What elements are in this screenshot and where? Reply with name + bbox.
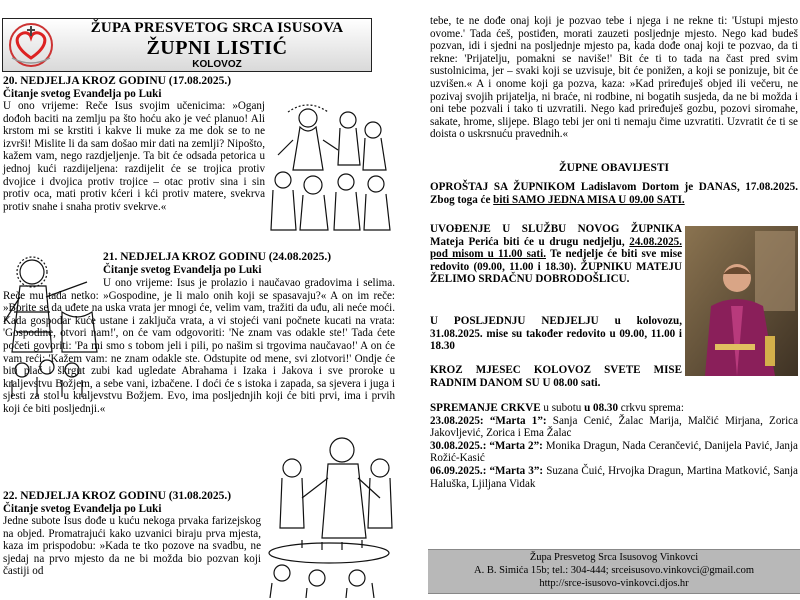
- jesus-disciples-illustration: [268, 100, 393, 232]
- cleaning-group-2-label: 30.08.2025.: “Marta 2”:: [430, 439, 543, 452]
- cleaning-group-2-names: Monika Dragun, Nada Cerančević, Danijela Pavić, Janja Rožić-Kasić: [430, 439, 798, 465]
- notice-farewell-text: OPROŠTAJ SA ŽUPNIKOM Ladislavom Dortom je DANAS, 17.08.2025. Zbog toga će: [430, 181, 798, 206]
- parish-name: ŽUPA PRESVETOG SRCA ISUSOVA: [90, 20, 344, 36]
- cleaning-group-3-label: 06.09.2025.: “Marta 3”:: [430, 464, 544, 477]
- notice-new-pastor-text: UVOĐENJE U SLUŽBU NOVOG ŽUPNIKA Mateja Perića biti će u drugu nedjelju,: [430, 223, 682, 248]
- notice-weekday-mass-text: KROZ MJESEC KOLOVOZ SVETE MISE RADNIM DANOM SU U 08.00 sati.: [430, 364, 682, 389]
- cleaning-group-2: [430, 440, 798, 465]
- cleaning-label: SPREMANJE CRKVE: [430, 402, 541, 414]
- cleaning-intro: crkvu sprema:: [618, 402, 684, 414]
- sacred-heart-logo-icon: [6, 22, 56, 68]
- notice-last-sunday: [430, 315, 682, 353]
- notice-new-pastor-date: 24.08.2025. pod misom u 11.00 sati.: [430, 235, 682, 261]
- footer-contact-line: A. B. Simića 15b; tel.: 304-444; srceisusovo.vinkovci@gmail.com: [473, 565, 754, 576]
- notice-new-pastor: [430, 223, 682, 286]
- sunday-21-section: [103, 251, 395, 276]
- notices-title: ŽUPNE OBAVIJESTI: [558, 162, 670, 174]
- sunday-21-text: U ono vrijeme: Isus je prolazio i naučavao gradovima i selima. Reče mu tada netko: »Gospodine, je li malo onih koji se spasavaju?« A on im reče: »Borite se da uđete na uska vrata jer mnogi će, velim vam, tražiti da uđu, ali neće moći. Kada gospodar kuće ustane i zaključa vrata, a vi stojeći vani počnete kucati na vrata: 'Gospodine, otvori nam!', on će vam odgovoriti: 'Ne znam vas odakle ste!' Tada ćete početi govoriti: 'Pa mi smo s tobom jeli i pili, po našim si trgovima naučavao!' A on će vam reći: 'Kažem vam: ne znam odakle ste. Odstupite od mene, svi zlotvori!' Ondje će biti plač i škrgut zubi kad ugledate Abrahama i Izaka i Jakova i sve proroke u kraljevstvu Božjem, a sebe vani, izbačene. I doći će s istoka i zapada, sa sjevera i juga i sjesti za stol u kraljevstvu Božjem. Evo, ima posljednjih koji će biti prvi, ima i prvih koji će biti posljednji.«: [3, 277, 395, 415]
- notice-last-sunday-text: U POSLJEDNJU NEDJELJU u kolovozu, 31.08.2025. mise su također redovito u 09.00, 11.00 i 18.30: [430, 315, 682, 353]
- sunday-22-heading: 22. NEDJELJA KROZ GODINU (31.08.2025.): [3, 490, 232, 502]
- contact-footer: [428, 549, 800, 594]
- right-column: [402, 0, 800, 600]
- sunday-21-heading: 21. NEDJELJA KROZ GODINU (24.08.2025.): [103, 251, 332, 263]
- banquet-illustration: [262, 428, 396, 598]
- cleaning-time: u 08.30: [584, 402, 619, 414]
- sunday-22-text: Jedne subote Isus dođe u kuću nekoga prvaka farizejskog na objed. Promatrajući kako uzvanici biraju prva mjesta, kaza im prispodobu: »Kada te tko pozove na svadbu, ne sjedaj na prvo mjesto da ne bi možda bio pozvan koji častiji od: [3, 515, 261, 578]
- sunday-22-subheading: Čitanje svetog Evanđelja po Luki: [3, 502, 162, 515]
- gospel-continuation-text: tebe, te ne dođe onaj koji je pozvao tebe i njega i ne rekne ti: 'Ustupi mjesto ovome.' Tada ćeš, postiđen, morati zauzeti posljednje mjesto. Nego kad budeš pozvan, idi i sjedni na posljednje mjesto pa, kada dođe onaj koji te pozvao, da ti rekne: 'Prijatelju, pomakni se naviše!' Bit će ti to tada na čast pred svim sustolnicima, jer – svaki koji se uzvisuje, bit će ponižen, a koji se ponizuje, bit će uzvišen.« A i onome koji ga pozva, kaza: »Kad priređuješ objed ili večeru, ne pozivaj svojih prijatelja, ni braće, ni rodbine, ni bogatih susjeda, da ne bi možda i oni tebe pozvali i tako ti uzvratili. Nego kad priređuješ gozbu, pozovi siromahe, sakate, hrome, slijepe. Blago tebi jer oni ti nemaju čime uzvratiti. Uzvratit će ti se doista o uskrsnuću pravednih.«: [430, 15, 798, 141]
- cleaning-when: u subotu: [540, 402, 585, 414]
- sunday-20-text: U ono vrijeme: Reče Isus svojim učenicima: »Oganj dođoh baciti na zemlju pa što hoću ako je već planuo! Ali krstom mi se krstiti i kakve li muke za me dok se to ne izvrši! Mislite li da sam došao mir dati na zemlji? Nipošto, kažem vam, nego razdjeljenje. Ta bit će odsada petorica u jednoj kući razdijeljena: razdijelit će se trojica protiv dvojice i dvojica protiv trojice – otac protiv sina i sin protiv oca, mati protiv kćeri i kći protiv matere, svekrva protiv snahe i snaha protiv svekrve.«: [3, 100, 265, 213]
- sunday-22-section: [3, 490, 261, 578]
- cleaning-group-3-names: Suzana Čuić, Hrvojka Dragun, Martina Matković, Sanja Haluška, Ljiljana Vidak: [430, 464, 798, 490]
- sunday-20-subheading: Čitanje svetog Evanđelja po Luki: [3, 87, 162, 100]
- notice-church-cleaning: [430, 402, 798, 490]
- left-column: [0, 0, 398, 600]
- newsletter-header: [2, 18, 372, 72]
- footer-parish-name: Župa Presvetog Srca Isusovog Vinkovci: [529, 552, 699, 563]
- month-label: KOLOVOZ: [192, 59, 242, 70]
- cleaning-group-1-names: Sanja Cenić, Žalac Marija, Malčić Mirjana, Zorica Jakovljević, Zorica i Ema Žalac: [430, 414, 799, 440]
- cleaning-group-1-label: 23.08.2025: “Marta 1”:: [430, 414, 547, 427]
- sunday-21-subheading: Čitanje svetog Evanđelja po Luki: [103, 263, 262, 276]
- newsletter-title: ŽUPNI LISTIĆ: [146, 37, 288, 59]
- sunday-21-text-wrap: [3, 277, 395, 416]
- cleaning-group-3: [430, 465, 798, 490]
- sunday-20-heading: 20. NEDJELJA KROZ GODINU (17.08.2025.): [3, 75, 232, 87]
- notice-new-pastor-welcome: Te nedjelje će biti sve mise redovito (09.00, 11.00 i 18.30). ŽUPNIKU MATEJU ŽELIMO SRDAČNU DOBRODOŠLICU.: [430, 248, 682, 286]
- notice-farewell-mass: biti SAMO JEDNA MISA U 09.00 SATI.: [493, 193, 685, 206]
- footer-website-link[interactable]: http://srce-isusovo-vinkovci.djos.hr: [539, 578, 689, 589]
- priest-photo: [685, 226, 798, 376]
- notice-weekday-mass: [430, 364, 682, 389]
- gospel-continuation: [430, 15, 798, 141]
- notice-farewell: [430, 181, 798, 206]
- sunday-20-section: [3, 75, 265, 213]
- cleaning-group-1: [430, 415, 798, 440]
